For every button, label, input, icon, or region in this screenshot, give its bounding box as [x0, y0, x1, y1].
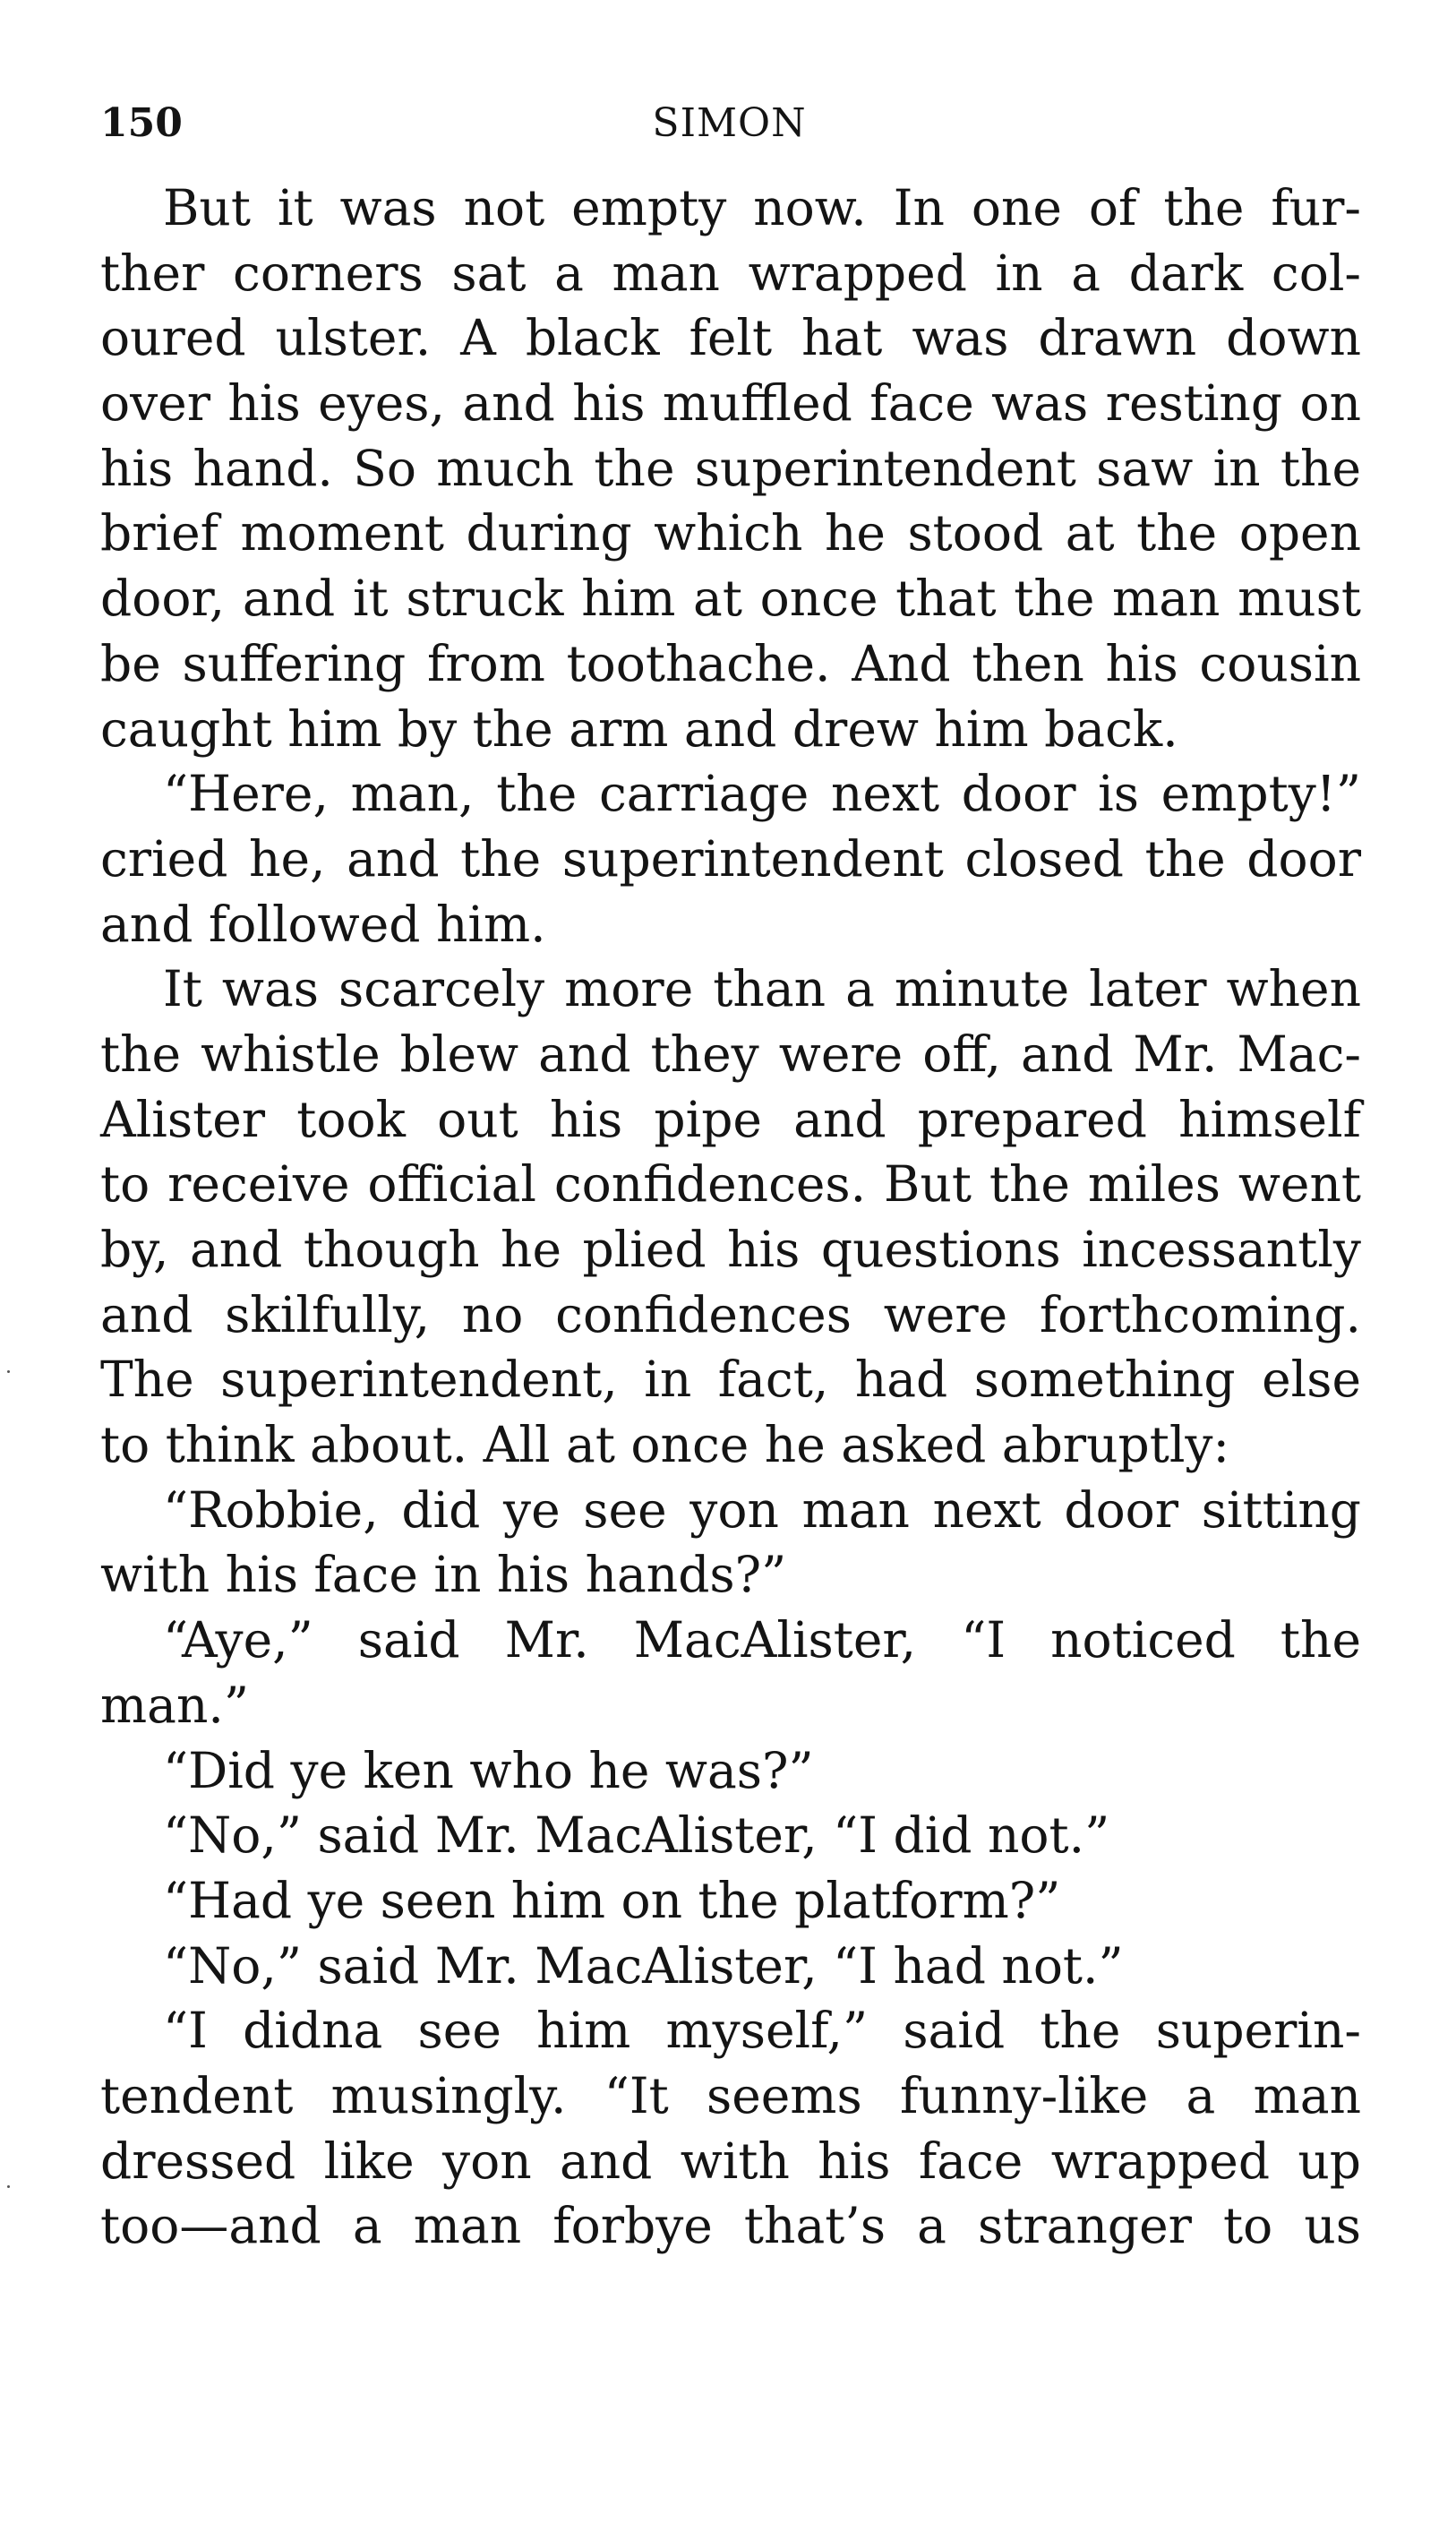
text-line: door, and it struck him at once that the man must: [100, 570, 1361, 628]
text-line: with his face in his hands?”: [100, 1546, 787, 1604]
page-number: 150: [100, 100, 183, 146]
body-text: [100, 176, 1361, 2259]
text-line: and skilfully, no confidences were forthcoming.: [100, 1285, 1361, 1343]
text-line: over his eyes, and his muffled face was resting on: [100, 374, 1361, 433]
text-line: to receive official confidences. But the miles went: [100, 1155, 1361, 1214]
text-line: dressed like yon and with his face wrapped up: [100, 2132, 1361, 2190]
text-line: “I didna see him myself,” said the superin-: [163, 2002, 1361, 2060]
text-line: It was scarcely more than a minute later when: [163, 960, 1361, 1018]
running-title: SIMON: [652, 100, 807, 146]
text-line: The superintendent, in fact, had something else: [100, 1351, 1361, 1409]
text-line: man.”: [100, 1676, 249, 1734]
text-line: to think about. All at once he asked abruptly:: [100, 1416, 1230, 1474]
text-line: too—and a man forbye that’s a stranger to us: [100, 2197, 1361, 2255]
text-line: Alister took out his pipe and prepared himself: [100, 1090, 1361, 1148]
text-line: his hand. So much the superintendent saw in the: [100, 439, 1361, 497]
text-line: But it was not empty now. In one of the fur-: [163, 179, 1361, 236]
text-line: “Did ye ken who he was?”: [163, 1741, 814, 1799]
running-head: [100, 88, 1358, 159]
text-line: by, and though he plied his questions incessantly: [100, 1221, 1361, 1278]
text-line: cried he, and the superintendent closed the door: [100, 829, 1361, 888]
text-line: brief moment during which he stood at the open: [100, 504, 1361, 562]
text-line: “Robbie, did ye see yon man next door sitting: [163, 1480, 1361, 1539]
scan-speck: [7, 2185, 10, 2188]
text-line: ther corners sat a man wrapped in a dark col-: [100, 244, 1361, 302]
text-line: “Had ye seen him on the platform?”: [163, 1871, 1061, 1929]
text-line: the whistle blew and they were off, and Mr. Mac-: [100, 1025, 1361, 1083]
text-line: caught him by the arm and drew him back.: [100, 699, 1178, 758]
scan-speck: [7, 1370, 10, 1373]
text-line: tendent musingly. “It seems funny-like a man: [100, 2066, 1361, 2124]
text-line: oured ulster. A black felt hat was drawn down: [100, 309, 1361, 367]
text-line: “No,” said Mr. MacAlister, “I had not.”: [163, 1936, 1124, 1995]
text-line: “Here, man, the carriage next door is empty!”: [163, 765, 1361, 823]
text-line: and followed him.: [100, 895, 546, 953]
text-line: be suffering from toothache. And then his cousin: [100, 634, 1361, 692]
text-line: “No,” said Mr. MacAlister, “I did not.”: [163, 1806, 1110, 1865]
text-line: “Aye,” said Mr. MacAlister, “I noticed the: [163, 1611, 1361, 1669]
